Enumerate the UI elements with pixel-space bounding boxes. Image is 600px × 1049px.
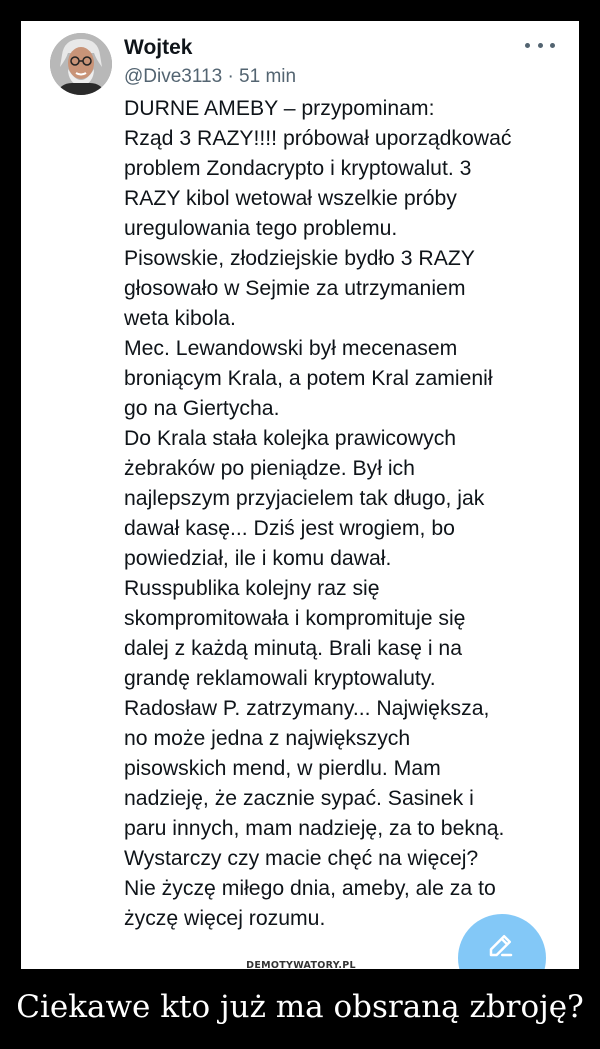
author-name[interactable]: Wojtek — [124, 36, 193, 59]
demotivator-caption: Ciekawe kto już ma obsraną zbroję? — [16, 989, 584, 1025]
post-text-line: skompromitowała i kompromituje się — [124, 607, 466, 630]
author-handle[interactable]: @Dive3113 — [124, 66, 223, 87]
post-text-line: Do Krala stała kolejka prawicowych — [124, 427, 457, 450]
post-text-line: Nie życzę miłego dnia, ameby, ale za to — [124, 877, 496, 900]
post-text-line: najlepszym przyjacielem tak długo, jak — [124, 487, 485, 510]
post-text — [124, 94, 574, 934]
post-text-line: pisowskich mend, w pierdlu. Mam — [124, 757, 441, 780]
post-text-line: żebraków po pieniądze. Był ich — [124, 457, 415, 480]
post-text-line: Russpublika kolejny raz się — [124, 577, 380, 600]
post-text-line: grandę reklamowali kryptowaluty. — [124, 667, 436, 690]
post-time[interactable]: 51 min — [239, 66, 297, 87]
post-text-line: nadzieję, że zacznie sypać. Sasinek i — [124, 787, 474, 810]
post-text-line: uregulowania tego problemu. — [124, 217, 398, 240]
meta-separator: · — [227, 66, 234, 87]
post-text-line: no może jedna z największych — [124, 727, 411, 750]
post-text-line: problem Zondacrypto i kryptowalut. 3 — [124, 157, 472, 180]
compose-pencil-icon — [486, 930, 516, 960]
watermark: DEMOTYWATORY.PL — [241, 959, 361, 969]
post-text-line: Radosław P. zatrzymany... Największa, — [124, 697, 490, 720]
more-dots-icon[interactable] — [525, 33, 555, 57]
post-text-line: Mec. Lewandowski był mecenasem — [124, 337, 458, 360]
avatar[interactable] — [50, 33, 112, 95]
post-text-line: dalej z każdą minutą. Brali kasę i na — [124, 637, 462, 660]
post-text-line: RAZY kibol wetował wszelkie próby — [124, 187, 457, 210]
post-text-line: DURNE AMEBY – przypominam: — [124, 97, 435, 120]
post-text-line: Wystarczy czy macie chęć na więcej? — [124, 847, 479, 870]
tweet-screenshot — [21, 21, 579, 969]
post-meta — [124, 65, 296, 89]
post-text-line: powiedział, ile i komu dawał. — [124, 547, 392, 570]
post-text-line: życzę więcej rozumu. — [124, 907, 326, 930]
post-text-line: weta kibola. — [124, 307, 236, 330]
post-text-line: Pisowskie, złodziejskie bydło 3 RAZY — [124, 247, 475, 270]
post-text-line: go na Giertycha. — [124, 397, 280, 420]
post-text-line: paru innych, mam nadzieję, za to bekną. — [124, 817, 505, 840]
post-text-line: Rząd 3 RAZY!!!! próbował uporządkować — [124, 127, 512, 150]
post-text-line: głosowało w Sejmie za utrzymaniem — [124, 277, 466, 300]
post-text-line: dawał kasę... Dziś jest wrogiem, bo — [124, 517, 455, 540]
post-text-line: broniącym Krala, a potem Kral zamienił — [124, 367, 493, 390]
avatar-portrait-icon — [50, 33, 112, 95]
